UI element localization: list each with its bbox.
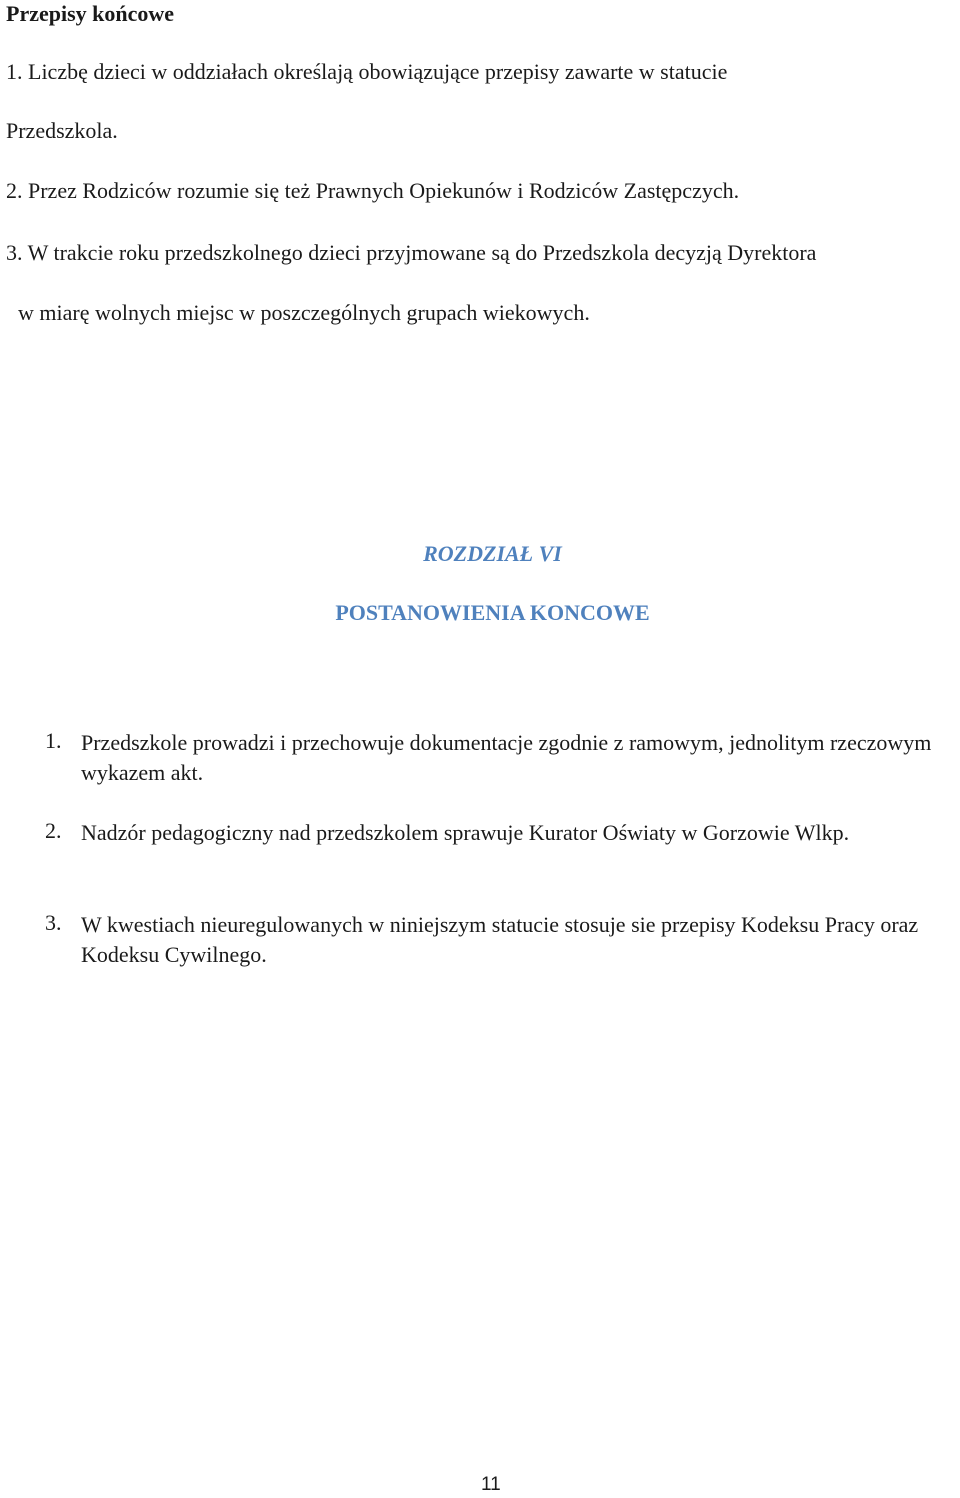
provision-3-text: W kwestiach nieuregulowanych w niniejszym statucie stosuje sie przepisy Kodeksu Pracy oraz Kodeksu Cywilnego.: [81, 912, 919, 967]
chapter-number: ROZDZIAŁ VI: [423, 541, 562, 566]
paragraph-item-2: 2. Przez Rodziców rozumie się też Prawnych Opiekunów i Rodziców Zastępczych.: [6, 178, 740, 203]
page-number: 11: [481, 1474, 501, 1495]
section-title: Przepisy końcowe: [6, 1, 175, 26]
chapter-title: POSTANOWIENIA KONCOWE: [335, 600, 650, 625]
paragraph-item-1-line-1: 1. Liczbę dzieci w oddziałach określają obowiązujące przepisy zawarte w statucie: [6, 59, 728, 84]
paragraph-item-3-line-1: 3. W trakcie roku przedszkolnego dzieci przyjmowane są do Przedszkola decyzją Dyrektora: [6, 240, 817, 265]
provision-2-number: 2.: [45, 818, 62, 843]
provision-1-text: Przedszkole prowadzi i przechowuje dokumentacje zgodnie z ramowym, jednolitym rzeczowym wykazem akt.: [81, 730, 932, 785]
provision-2-text: Nadzór pedagogiczny nad przedszkolem sprawuje Kurator Oświaty w Gorzowie Wlkp.: [81, 820, 850, 845]
paragraph-item-3-line-2: w miarę wolnych miejsc w poszczególnych grupach wiekowych.: [18, 300, 590, 325]
provision-1-number: 1.: [45, 728, 62, 753]
paragraph-item-1-line-2: Przedszkola.: [6, 118, 118, 143]
provision-3-number: 3.: [45, 910, 62, 935]
